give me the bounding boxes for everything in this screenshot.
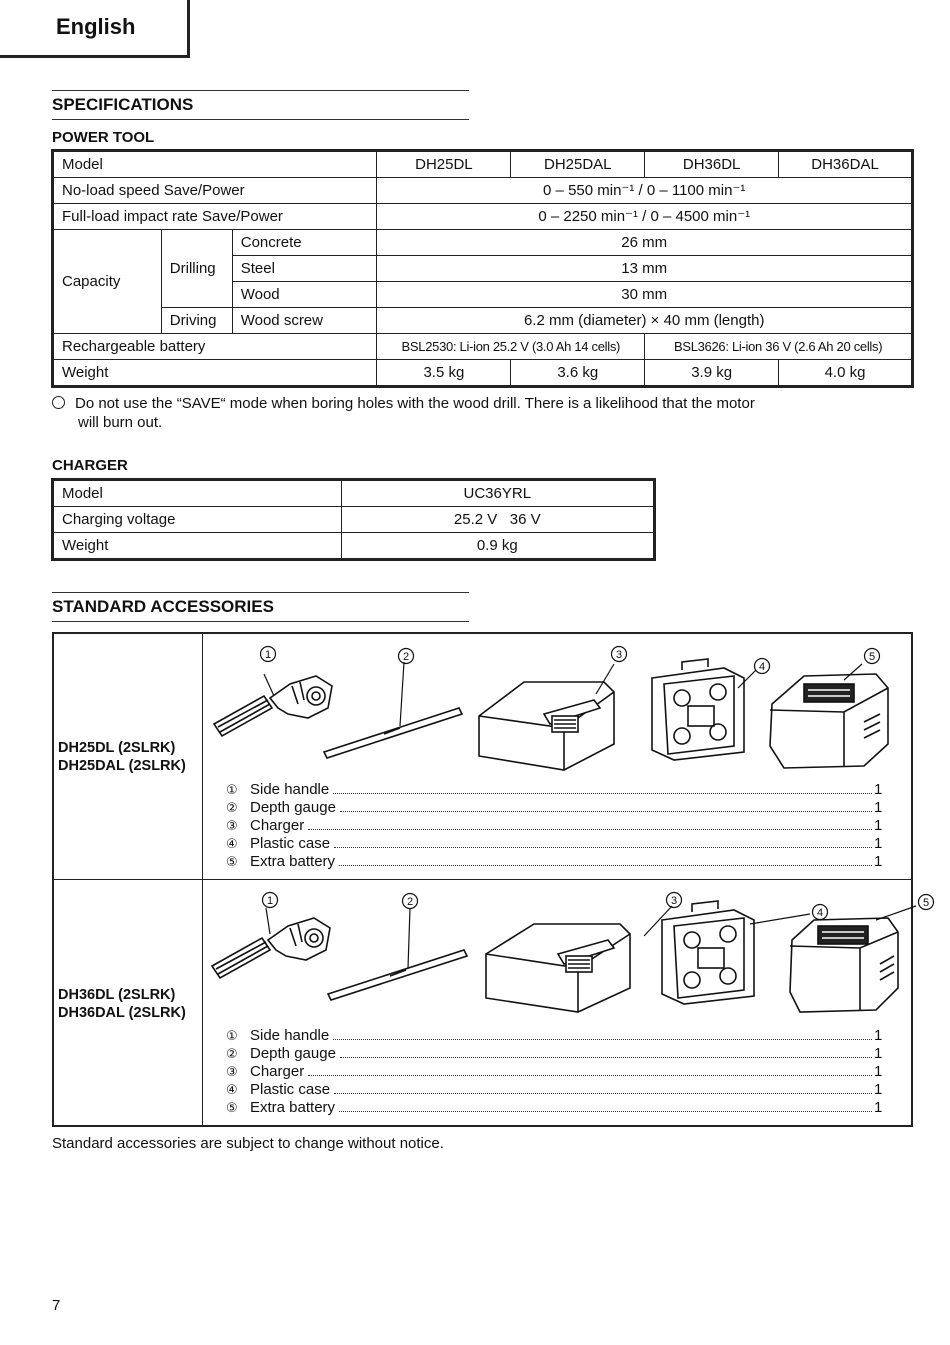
- item-qty: 1: [874, 781, 883, 798]
- callout-1: 1: [266, 895, 274, 907]
- bullet-circle-icon: [52, 396, 65, 409]
- language-label: English: [56, 14, 136, 39]
- list-item: [226, 1099, 882, 1117]
- model-line: DH36DAL (2SLRK): [58, 1005, 186, 1021]
- leader-dots: [340, 1045, 872, 1058]
- item-number: ①: [226, 1028, 238, 1043]
- accessories-table: [52, 632, 930, 1127]
- woodscrew-label: Wood screw: [232, 308, 377, 334]
- battery-label: Rechargeable battery: [54, 334, 377, 360]
- list-item: [226, 1063, 882, 1081]
- accessory-list: [226, 781, 882, 871]
- drilling-label: Drilling: [161, 230, 232, 308]
- leader-dots: [339, 1099, 872, 1112]
- accessories-group-dh25: [54, 634, 911, 880]
- steel-label: Steel: [232, 256, 377, 282]
- weight-label: Weight: [54, 360, 377, 386]
- leader-dots: [334, 1081, 872, 1094]
- accessories-illustration: [204, 634, 912, 784]
- callout-4: 4: [758, 661, 766, 673]
- list-item: [226, 1081, 882, 1099]
- save-mode-note: [52, 394, 914, 432]
- list-item: [226, 835, 882, 853]
- charging-voltage-value: 25.2 V 36 V: [341, 507, 653, 533]
- charger-model-value: UC36YRL: [341, 481, 653, 507]
- model-line: DH25DAL (2SLRK): [58, 758, 186, 774]
- model-line: DH36DL (2SLRK): [58, 987, 176, 1003]
- weight-dh36dal: 4.0 kg: [779, 360, 912, 386]
- weight-dh36dl: 3.9 kg: [645, 360, 779, 386]
- item-qty: 1: [874, 853, 883, 870]
- item-qty: 1: [874, 1081, 883, 1098]
- callout-1: 1: [264, 649, 272, 661]
- leader-dots: [333, 781, 872, 794]
- item-qty: 1: [874, 835, 883, 852]
- table-row: [54, 152, 912, 178]
- power-tool-spec-table: [53, 151, 912, 386]
- item-name: Charger: [250, 1063, 305, 1080]
- leader-dots: [333, 1027, 872, 1040]
- table-row: [54, 178, 912, 204]
- callout-5: 5: [868, 651, 876, 663]
- extra-battery-icon: [770, 674, 888, 768]
- callout-2: 2: [402, 651, 410, 663]
- item-name: Plastic case: [250, 835, 331, 852]
- item-qty: 1: [874, 799, 883, 816]
- table-row: [54, 481, 654, 507]
- table-row: [54, 360, 912, 386]
- table-row: [54, 308, 912, 334]
- table-row: [54, 533, 654, 559]
- item-qty: 1: [874, 1045, 883, 1062]
- item-name: Side handle: [250, 781, 330, 798]
- note-line1: Do not use the “SAVE“ mode when boring holes with the wood drill. There is a likelihood that the motor: [75, 395, 755, 412]
- leader-dots: [308, 1063, 872, 1076]
- woodscrew-value: 6.2 mm (diameter) × 40 mm (length): [377, 308, 912, 334]
- charger-model-label: Model: [54, 481, 342, 507]
- accessories-illustration: [204, 880, 930, 1030]
- concrete-label: Concrete: [232, 230, 377, 256]
- leader-dots: [334, 835, 872, 848]
- charger-icon: [479, 682, 614, 770]
- model-dh25dl: DH25DL: [377, 152, 511, 178]
- table-row: [54, 230, 912, 256]
- wood-value: 30 mm: [377, 282, 912, 308]
- standard-accessories-heading: STANDARD ACCESSORIES: [52, 592, 469, 622]
- list-item: [226, 1045, 882, 1063]
- list-item: [226, 853, 882, 871]
- capacity-label: Capacity: [54, 230, 162, 334]
- fullload-label: Full-load impact rate Save/Power: [54, 204, 377, 230]
- item-number: ②: [226, 800, 238, 815]
- callout-3: 3: [615, 649, 623, 661]
- side-handle-icon: [212, 918, 330, 978]
- page-number: 7: [52, 1297, 61, 1314]
- callout-4: 4: [816, 907, 824, 919]
- plastic-case-icon: [662, 901, 754, 1004]
- item-name: Side handle: [250, 1027, 330, 1044]
- leader-dots: [308, 817, 872, 830]
- table-row: [54, 204, 912, 230]
- plastic-case-icon: [652, 659, 744, 760]
- item-number: ④: [226, 1082, 238, 1097]
- steel-value: 13 mm: [377, 256, 912, 282]
- note-line2: will burn out.: [78, 414, 163, 431]
- language-tab: [0, 0, 190, 58]
- power-tool-heading: POWER TOOL: [52, 129, 155, 146]
- charger-spec-table: [53, 480, 654, 559]
- model-dh36dal: DH36DAL: [779, 152, 912, 178]
- item-number: ③: [226, 1064, 238, 1079]
- accessories-footnote: Standard accessories are subject to change without notice.: [52, 1135, 444, 1152]
- item-name: Charger: [250, 817, 305, 834]
- item-number: ⑤: [226, 854, 238, 869]
- model-label: Model: [54, 152, 377, 178]
- leader-dots: [339, 853, 872, 866]
- charging-voltage-label: Charging voltage: [54, 507, 342, 533]
- item-number: ③: [226, 818, 238, 833]
- table-row: [54, 507, 654, 533]
- accessories-group-dh36: [54, 880, 930, 1126]
- weight-dh25dal: 3.6 kg: [511, 360, 645, 386]
- item-name: Depth gauge: [250, 799, 336, 816]
- charger-weight-label: Weight: [54, 533, 342, 559]
- model-cell: [54, 880, 203, 1126]
- noload-value: 0 – 550 min⁻¹ / 0 – 1100 min⁻¹: [377, 178, 912, 204]
- callout-2: 2: [406, 896, 414, 908]
- item-qty: 1: [874, 817, 883, 834]
- model-dh25dal: DH25DAL: [511, 152, 645, 178]
- side-handle-icon: [214, 676, 332, 736]
- item-number: ②: [226, 1046, 238, 1061]
- item-number: ④: [226, 836, 238, 851]
- item-qty: 1: [874, 1063, 883, 1080]
- item-qty: 1: [874, 1027, 883, 1044]
- weight-dh25dl: 3.5 kg: [377, 360, 511, 386]
- depth-gauge-icon: [324, 708, 462, 758]
- charger-heading: CHARGER: [52, 457, 128, 474]
- battery-36-value: BSL3626: Li-ion 36 V (2.6 Ah 20 cells): [645, 334, 912, 360]
- item-name: Depth gauge: [250, 1045, 336, 1062]
- leader-dots: [340, 799, 872, 812]
- battery-25-value: BSL2530: Li-ion 25.2 V (3.0 Ah 14 cells): [377, 334, 645, 360]
- extra-battery-icon: [790, 918, 898, 1012]
- charger-weight-value: 0.9 kg: [341, 533, 653, 559]
- charger-icon: [486, 924, 630, 1012]
- item-number: ①: [226, 782, 238, 797]
- concrete-value: 26 mm: [377, 230, 912, 256]
- item-name: Plastic case: [250, 1081, 331, 1098]
- item-name: Extra battery: [250, 1099, 336, 1116]
- noload-label: No-load speed Save/Power: [54, 178, 377, 204]
- item-qty: 1: [874, 1099, 883, 1116]
- callout-5: 5: [922, 897, 930, 909]
- model-line: DH25DL (2SLRK): [58, 740, 176, 756]
- depth-gauge-icon: [328, 950, 467, 1000]
- driving-label: Driving: [161, 308, 232, 334]
- fullload-value: 0 – 2250 min⁻¹ / 0 – 4500 min⁻¹: [377, 204, 912, 230]
- list-item: [226, 799, 882, 817]
- list-item: [226, 1027, 882, 1045]
- specifications-heading: SPECIFICATIONS: [52, 90, 469, 120]
- model-cell: [54, 634, 203, 879]
- callout-3: 3: [670, 895, 678, 907]
- item-name: Extra battery: [250, 853, 336, 870]
- list-item: [226, 817, 882, 835]
- item-number: ⑤: [226, 1100, 238, 1115]
- wood-label: Wood: [232, 282, 377, 308]
- table-row: [54, 334, 912, 360]
- list-item: [226, 781, 882, 799]
- model-dh36dl: DH36DL: [645, 152, 779, 178]
- accessory-list: [226, 1027, 882, 1117]
